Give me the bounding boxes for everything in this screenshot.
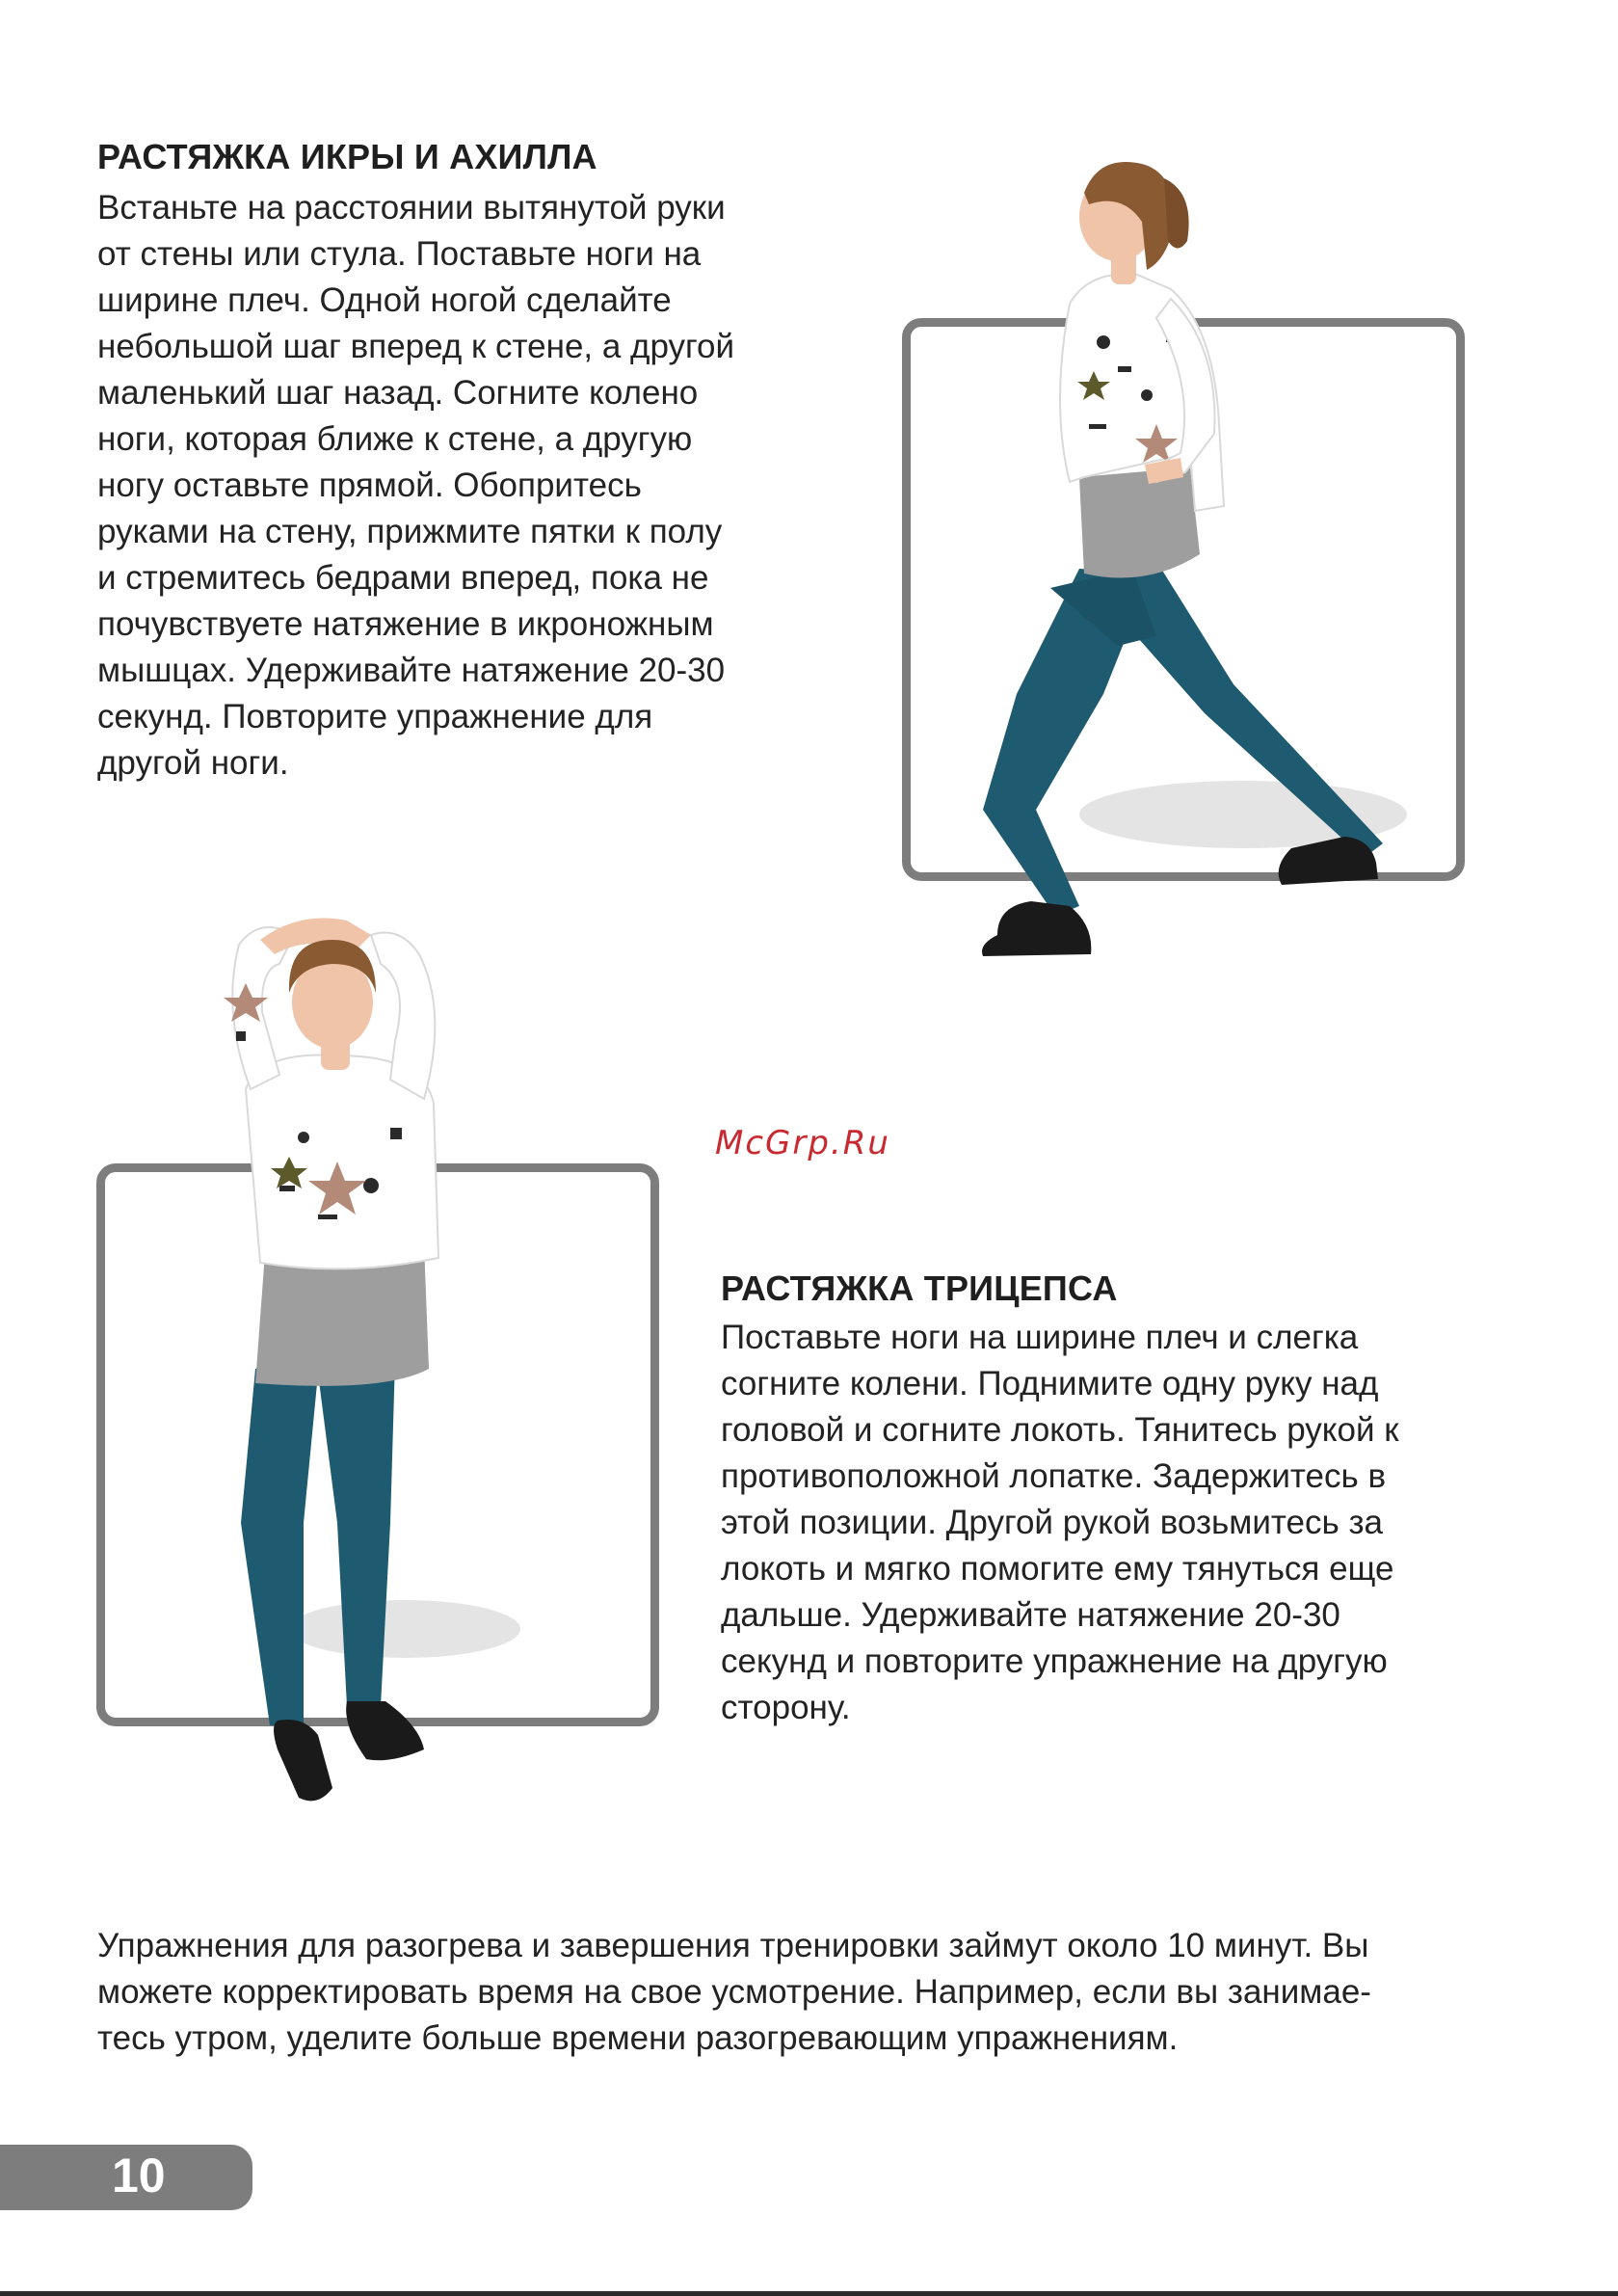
triceps-stretch-text [721, 1315, 1492, 1731]
text-line: мышцах. Удерживайте натяжение 20-30 [97, 652, 726, 689]
triceps-stretch-figure [202, 896, 520, 1822]
floor-shadow [289, 1600, 520, 1658]
text-line: ногу оставьте прямой. Обопритесь [97, 467, 642, 504]
text-line: другой ноги. [97, 744, 289, 782]
text-line: согните колени. Поднимите одну руку над [721, 1365, 1379, 1402]
text-line: небольшой шаг вперед к стене, а другой [97, 328, 735, 365]
calf-stretch-text [97, 185, 801, 787]
calf-stretch-figure [925, 135, 1426, 983]
bottom-border [0, 2291, 1618, 2296]
text-line: от стены или стула. Поставьте ноги на [97, 235, 702, 273]
text-line: Встаньте на расстоянии вытянутой руки [97, 189, 726, 227]
grey-undershirt [1079, 467, 1200, 578]
left-shoe [274, 1720, 332, 1801]
text-line: локоть и мягко помогите ему тянуться еще [721, 1550, 1394, 1588]
text-line: и стремитесь бедрами вперед, пока не [97, 559, 709, 597]
text-line: ноги, которая ближе к стене, а другую [97, 420, 693, 458]
text-line: маленький шаг назад. Согните колено [97, 374, 699, 412]
triceps-stretch-title: РАСТЯЖКА ТРИЦЕПСА [721, 1268, 1118, 1308]
left-leg [241, 1369, 318, 1725]
text-line: этой позиции. Другой рукой возьмитесь за [721, 1504, 1383, 1541]
text-line: Упражнения для разогрева и завершения тренировки займут около 10 минут. Вы [97, 1927, 1369, 1964]
watermark: McGrp.Ru [715, 1124, 890, 1162]
text-line: головой и согните локоть. Тянитесь рукой к [721, 1411, 1399, 1449]
text-line: секунд. Повторите упражнение для [97, 698, 653, 735]
front-shoe [982, 901, 1091, 956]
text-line: дальше. Удерживайте натяжение 20-30 [721, 1596, 1340, 1634]
text-line: почувствуете натяжение в икроножным [97, 605, 714, 643]
text-line: секунд и повторите упражнение на другую [721, 1642, 1388, 1680]
text-line: ширине плеч. Одной ногой сделайте [97, 281, 672, 319]
text-line: сторону. [721, 1689, 851, 1726]
text-line: тесь утром, уделите больше времени разогревающим упражнениям. [97, 2019, 1179, 2057]
right-shoe [346, 1701, 424, 1760]
text-line: противоположной лопатке. Задержитесь в [721, 1457, 1387, 1495]
summary-text [97, 1923, 1514, 2062]
text-line: руками на стену, прижмите пятки к полу [97, 513, 723, 550]
text-line: Поставьте ноги на ширине плеч и слегка [721, 1319, 1359, 1356]
page-number: 10 [112, 2149, 166, 2203]
calf-stretch-title: РАСТЯЖКА ИКРЫ И АХИЛЛА [97, 137, 597, 176]
text-line: можете корректировать время на свое усмотрение. Например, если вы занимае- [97, 1973, 1371, 2011]
